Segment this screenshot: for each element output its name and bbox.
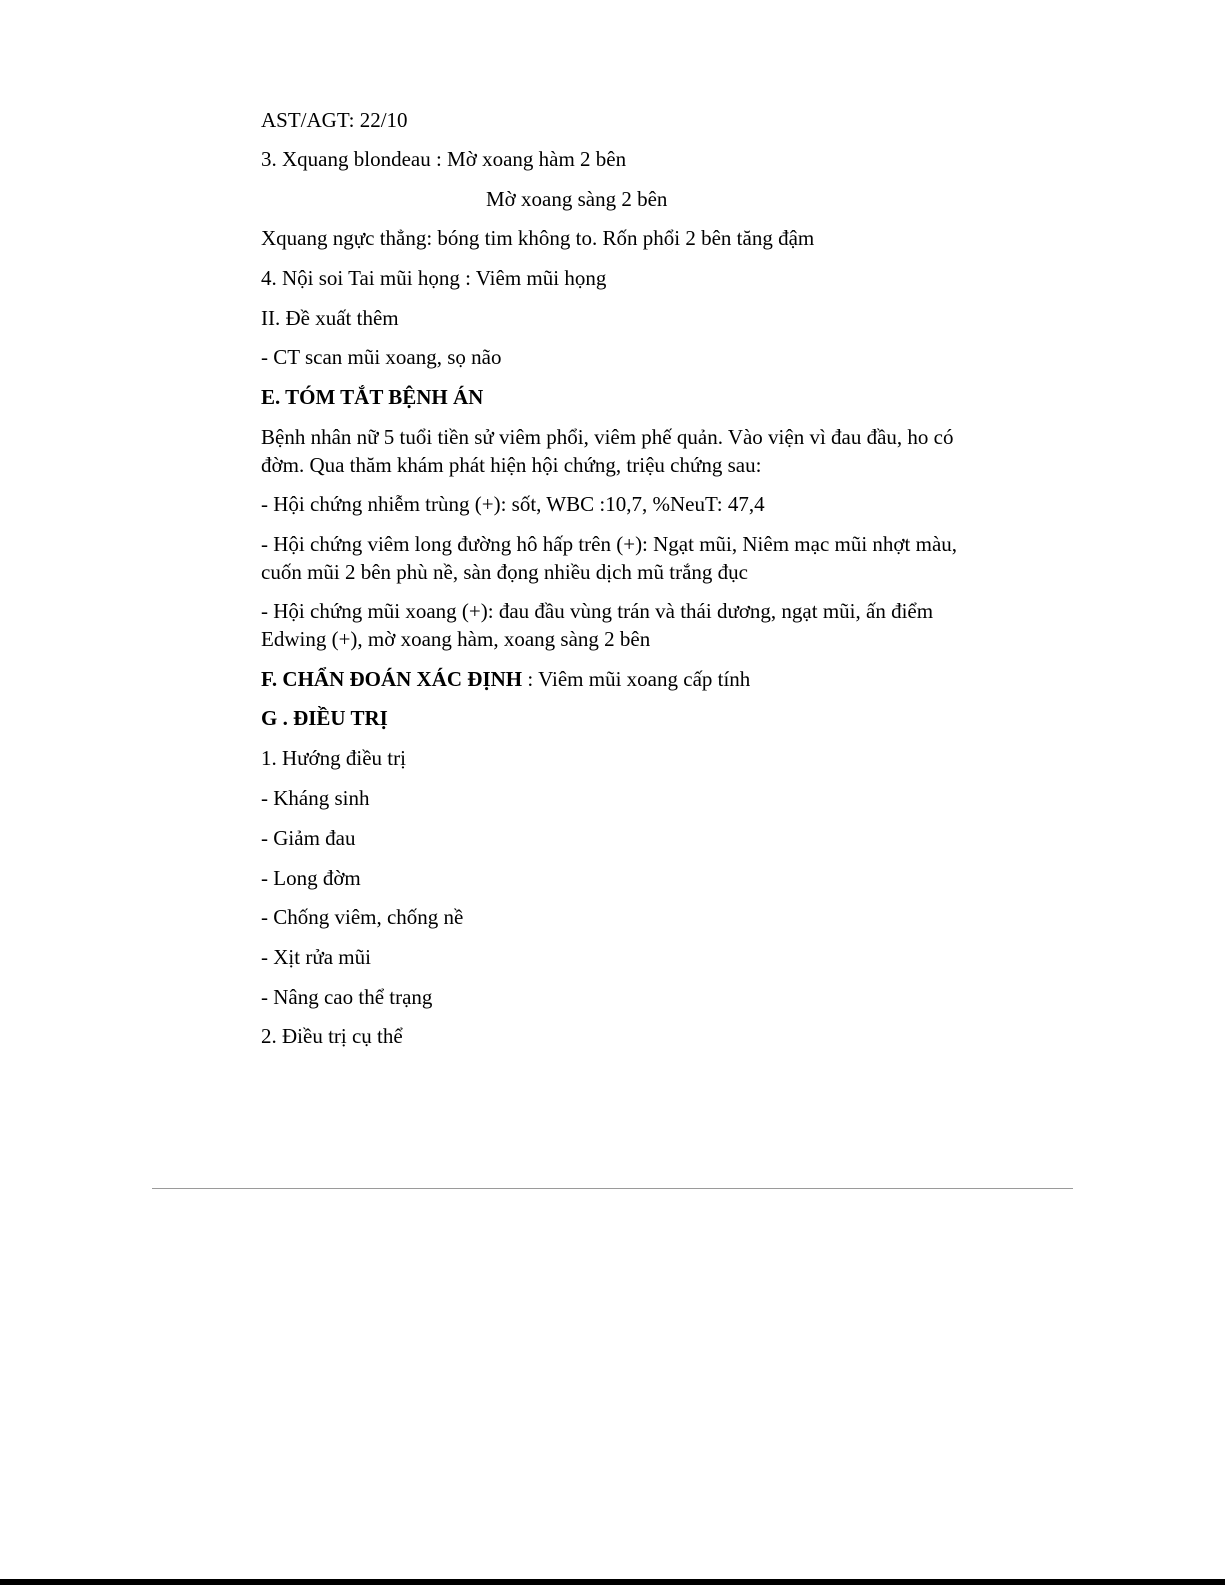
ct-scan-line: - CT scan mũi xoang, sọ não [261,345,502,369]
xoang-sang-line: Mờ xoang sàng 2 bên [486,187,668,211]
diagnosis-value: : Viêm mũi xoang cấp tính [522,667,751,691]
de-xuat-heading: II. Đề xuất thêm [261,306,399,330]
treatment-heading: G . ĐIỀU TRỊ [261,706,388,730]
summary-intro: Bệnh nhân nữ 5 tuổi tiền sử viêm phổi, viêm phế quản. Vào viện vì đau đầu, ho có đờm. Qua thăm khám phát hiện hội chứng, triệu chứng sau: [261,425,954,477]
noi-soi-line: 4. Nội soi Tai mũi họng : Viêm mũi họng [261,266,607,290]
treatment-item: - Long đờm [261,866,361,890]
treatment-item: - Xịt rửa mũi [261,945,371,969]
diagnosis-line [261,665,981,693]
summary-heading: E. TÓM TẮT BỆNH ÁN [261,385,484,409]
syndrome-sinus: - Hội chứng mũi xoang (+): đau đầu vùng trán và thái dương, ngạt mũi, ấn điểm Edwing (+), mờ xoang hàm, xoang sàng 2 bên [261,599,934,651]
treatment-direction-title: 1. Hướng điều trị [261,746,406,770]
treatment-item: - Kháng sinh [261,786,370,810]
treatment-item: - Chống viêm, chống nề [261,905,464,929]
xquang-blondeau-line: 3. Xquang blondeau : Mờ xoang hàm 2 bên [261,147,627,171]
syndrome-respiratory: - Hội chứng viêm long đường hô hấp trên (+): Ngạt mũi, Niêm mạc mũi nhợt màu, cuốn mũi 2 bên phù nề, sàn đọng nhiều dịch mũ trắng đục [261,532,958,584]
xquang-nguc-line: Xquang ngực thẳng: bóng tim không to. Rốn phổi 2 bên tăng đậm [261,226,815,250]
page-bottom-edge [0,1579,1225,1585]
page-divider [152,1188,1073,1189]
syndrome-infection: - Hội chứng nhiễm trùng (+): sốt, WBC :10,7, %NeuT: 47,4 [261,492,765,516]
treatment-specific-title: 2. Điều trị cụ thể [261,1024,403,1048]
treatment-item: - Giảm đau [261,826,356,850]
treatment-item: - Nâng cao thể trạng [261,985,433,1009]
diagnosis-label: F. CHẨN ĐOÁN XÁC ĐỊNH [261,667,523,691]
ast-agt-line: AST/AGT: 22/10 [261,108,408,132]
document-page [261,106,981,1050]
